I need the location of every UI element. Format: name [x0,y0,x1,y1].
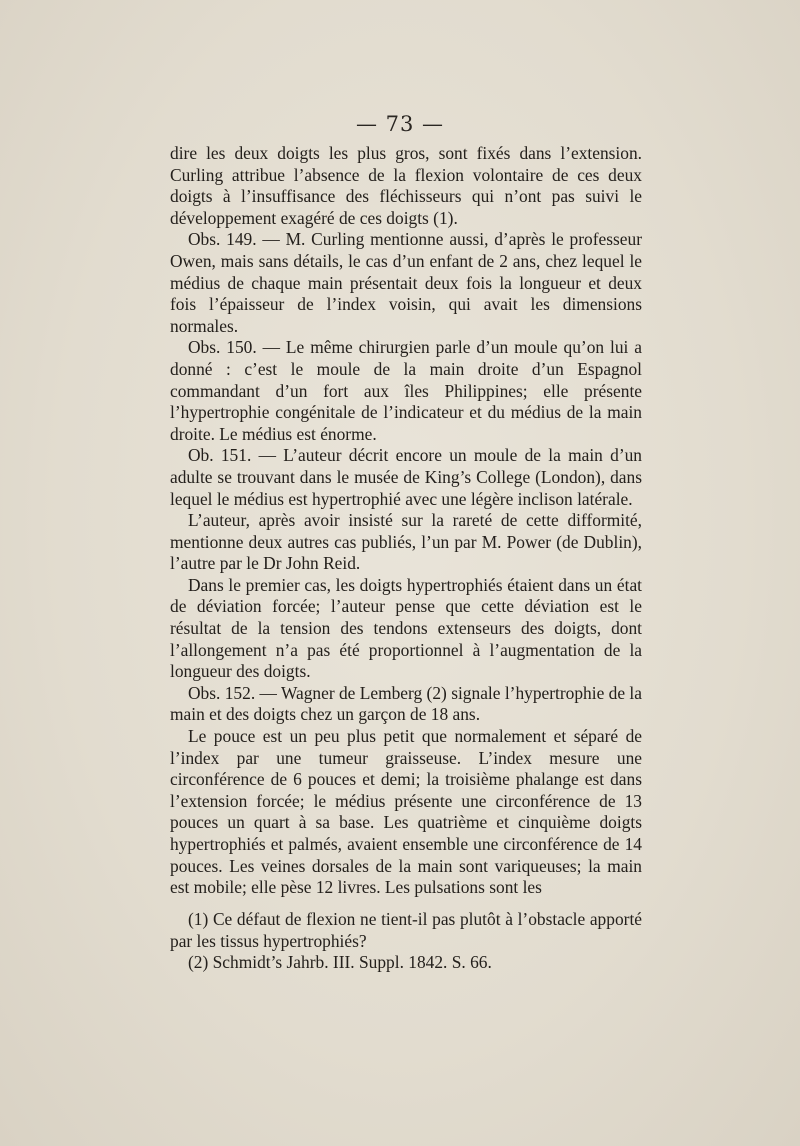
paragraph-description: Le pouce est un peu plus petit que normalement et séparé de l’index par une tumeur graisseuse. L’index mesure une circonférence de 6 pouces et demi; la troisième phalange est dans l’extension forcée; le médius présente une circonférence de 13 pouces un quart à sa base. Les quatrième et cinquième doigts hypertrophiés et palmés, avaient ensemble une circonférence de 14 pouces. Les veines dorsales de la main sont variqueuses; la main est mobile; elle pèse 12 livres. Les pulsations sont les [170,726,642,898]
footnote-1: (1) Ce défaut de flexion ne tient-il pas plutôt à l’obstacle apporté par les tissus hypertrophiés? [170,909,642,951]
paragraph-1: dire les deux doigts les plus gros, sont fixés dans l’extension. Curling attribue l’absence de la flexion volontaire de ces deux doigts à l’insuffisance des fléchisseurs qui n’ont pas suivi le développement exagéré de ces doigts (1). [170,143,642,228]
footnote-2: (2) Schmidt’s Jahrb. III. Suppl. 1842. S. 66. [188,952,492,973]
paragraph-first-case: Dans le premier cas, les doigts hypertrophiés étaient dans un état de déviation forcée; l’auteur pense que cette déviation est le résultat de la tension des tendons extenseurs des doigts, dont l’allongement n’a pas été proportionnel à l’augmentation de la longueur des doigts. [170,574,642,682]
footnotes [170,909,642,974]
paragraph-obs-150: Obs. 150. — Le même chirurgien parle d’un moule qu’on lui a donné : c’est le moule de la main droite d’un Espagnol commandant d’un fort aux îles Philippines; elle présente l’hypertrophie congénitale de l’indicateur et du médius de la main droite. Le médius est énorme. [170,337,642,444]
paragraph-author-note: L’auteur, après avoir insisté sur la rareté de cette difformité, mentionne deux autres cas publiés, l’un par M. Power (de Dublin), l’autre par le Dr John Reid. [170,510,642,574]
paragraph-obs-149: Obs. 149. — M. Curling mentionne aussi, d’après le professeur Owen, mais sans détails, le cas d’un enfant de 2 ans, chez lequel le médius de chaque main présentait deux fois la longueur et deux fois l’épaisseur de l’index voisin, qui avait les dimensions normales. [170,229,642,336]
page-number: — 73 — [355,112,445,136]
paragraph-obs-152: Obs. 152. — Wagner de Lemberg (2) signale l’hypertrophie de la main et des doigts chez un garçon de 18 ans. [170,682,642,725]
paragraph-obs-151: Ob. 151. — L’auteur décrit encore un moule de la main d’un adulte se trouvant dans le musée de King’s College (London), dans lequel le médius est hypertrophié avec une légère inclison latérale. [170,445,642,509]
main-text [170,143,642,899]
